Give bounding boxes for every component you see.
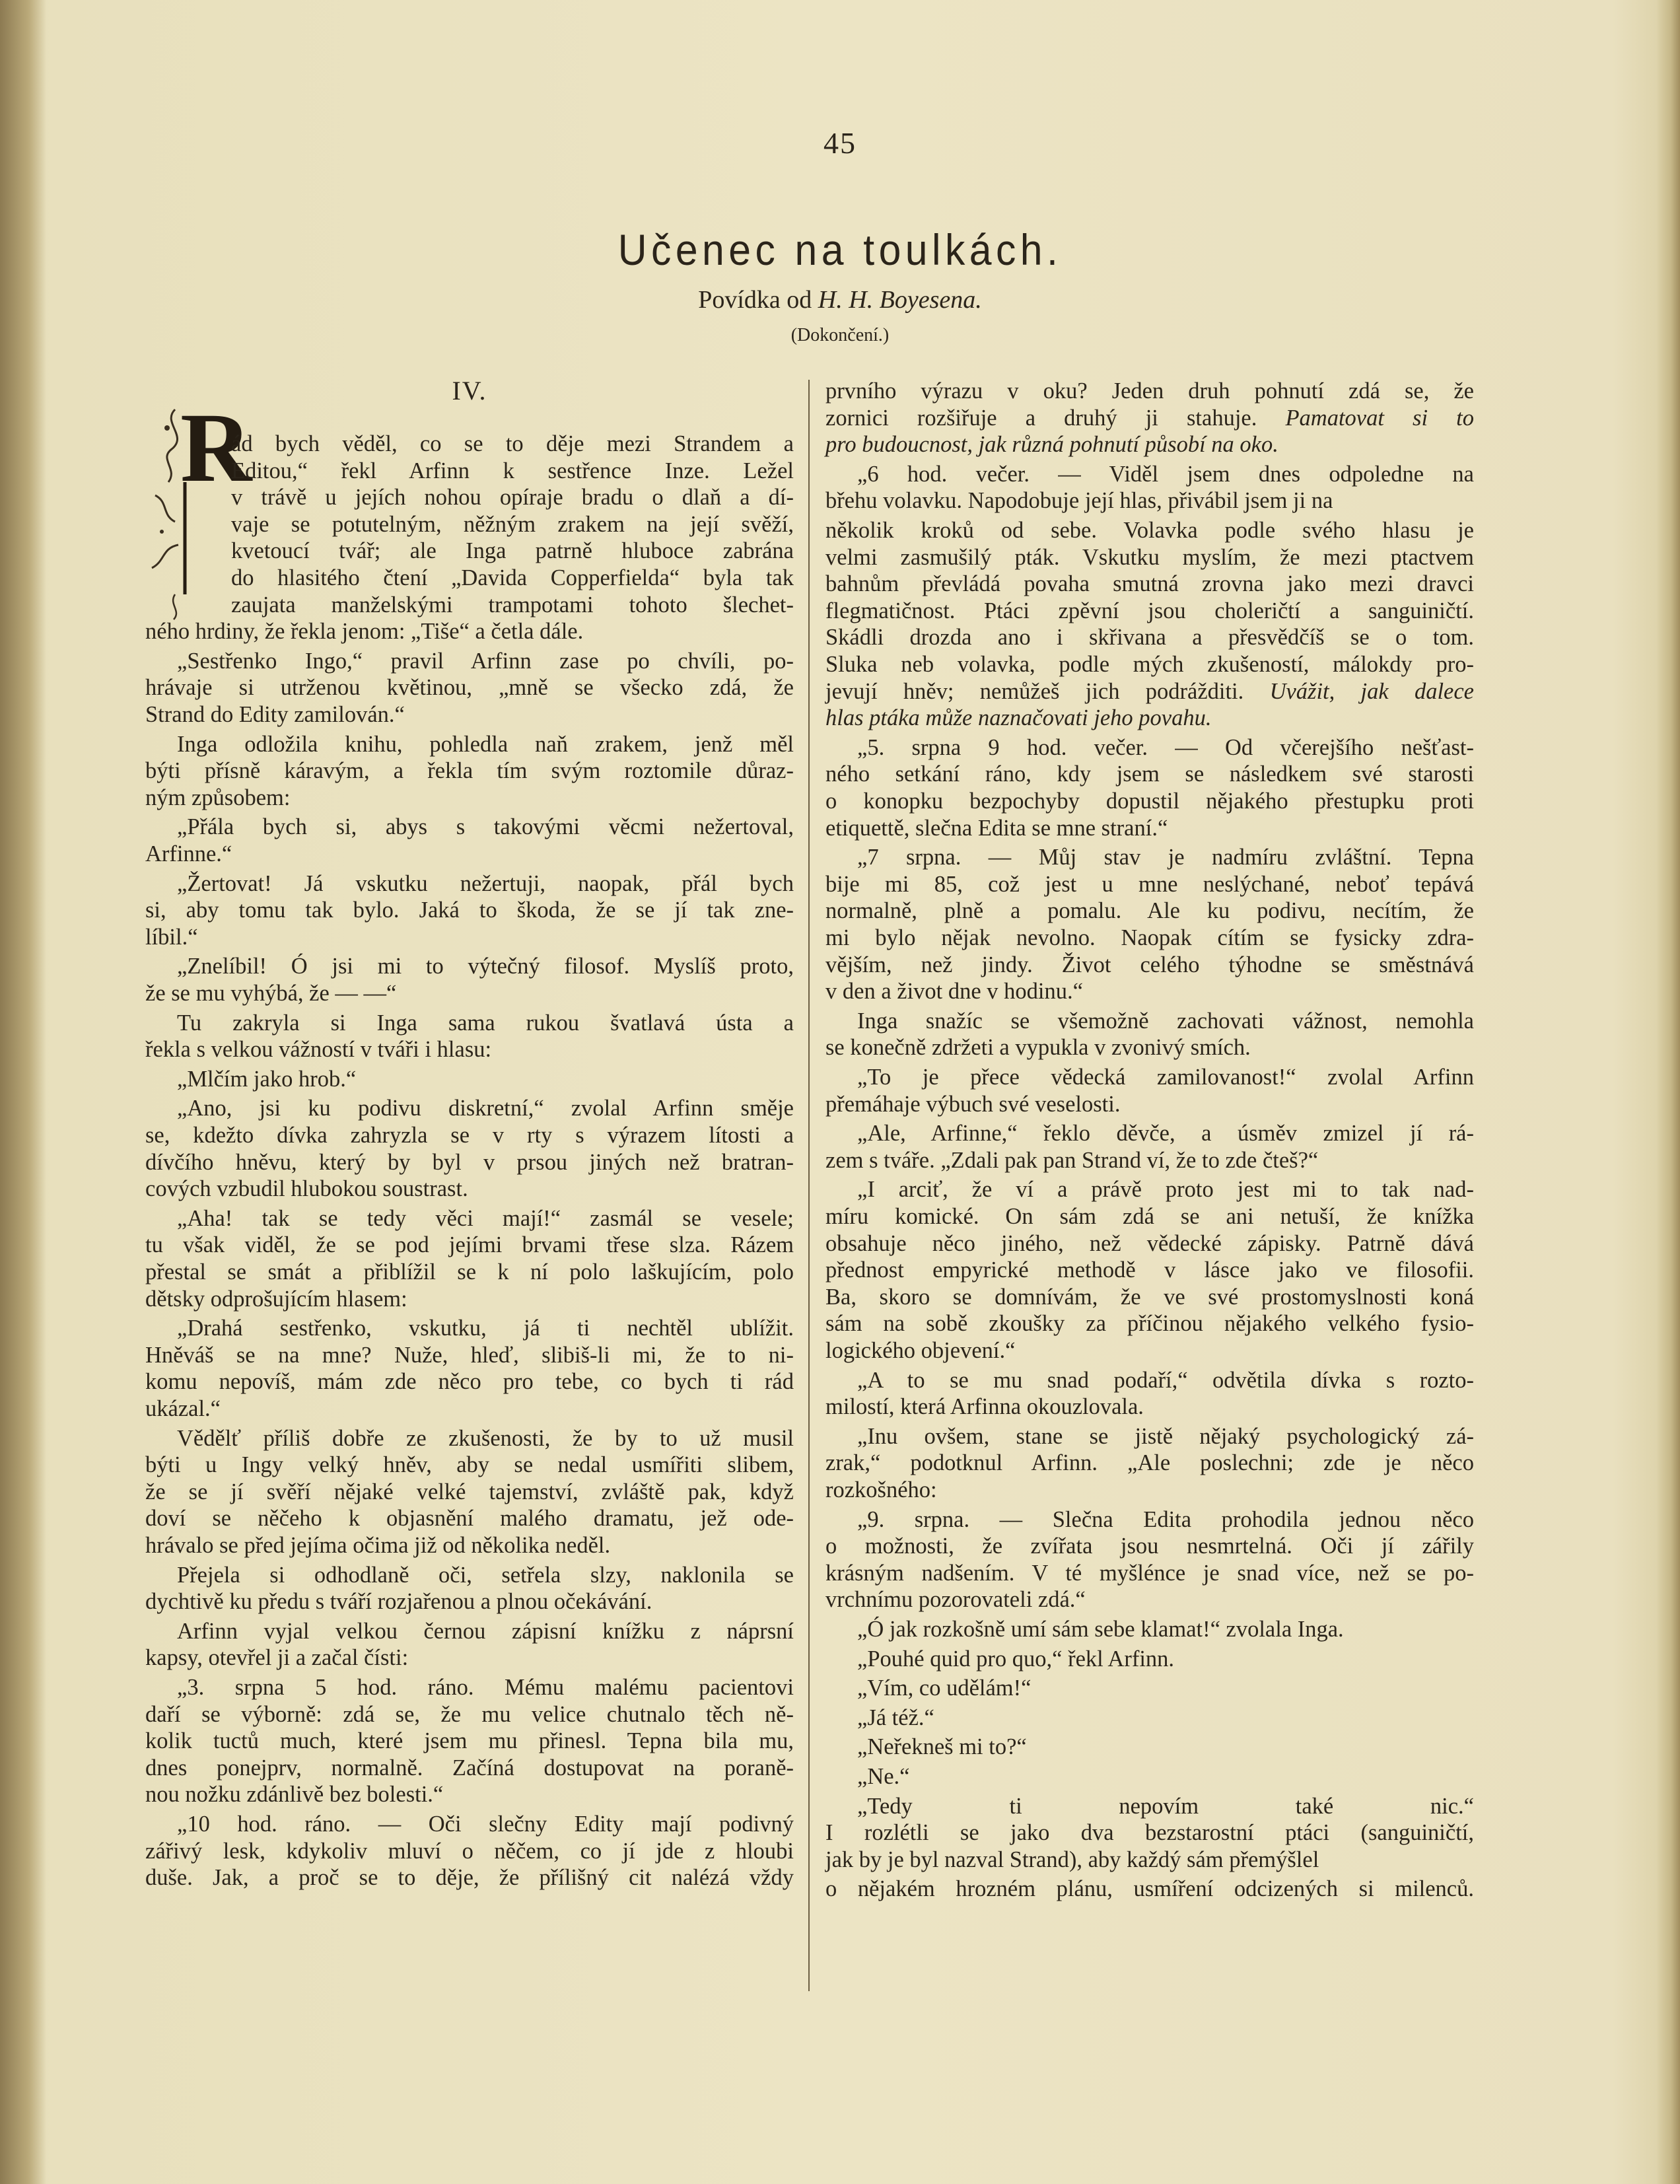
text-line: „10 hod. ráno. — Oči slečny Edity mají podivný (177, 1812, 794, 1837)
text-line: velmi zasmušilý pták. Vskutku myslím, že mezi ptactvem (825, 544, 1474, 570)
text-line: býti u Ingy velký hněv, aby se nedal usmířiti slibem, (145, 1452, 794, 1478)
text-line: jak by je byl nazval Strand), aby každý sám přemýšlel (825, 1847, 1319, 1872)
text-line: „Ale, Arfinne,“ řeklo děvče, a úsměv zmizel jí rá- (857, 1121, 1474, 1146)
text-line: tu však viděl, že se pod jejími brvami třese slza. Rázem (145, 1232, 794, 1258)
text-line: „Znelíbil! Ó jsi mi to výtečný filosof. Myslíš proto, (177, 954, 794, 979)
text-line: že se jí svěří nějaké velké tajemství, zvláště pak, když (145, 1479, 794, 1504)
text-line: Strand do Edity zamilován.“ (145, 702, 405, 727)
text-line: se konečně zdržeti a vypukla v zvonivý smích. (825, 1035, 1251, 1061)
text-line: Ba, skoro se domnívám, že ve své prostomyslnosti koná (825, 1284, 1474, 1310)
author-name: H. H. Boyesena. (818, 286, 982, 314)
italic-text: Uvážit, jak dalece (1269, 678, 1474, 704)
text-line: duše. Jak, a proč se to děje, že přílišný cit nalézá vždy (145, 1865, 794, 1891)
text-line: „Přála bych si, abys s takovými věcmi nežertoval, (177, 814, 794, 840)
text-line: vaje se potutelným, něžným zrakem na její svěží, (231, 511, 794, 537)
text-line: „5. srpna 9 hod. večer. — Od včerejšího nešťast- (857, 734, 1474, 760)
text-line: přestal se smát a přiblížil se k ní polo laškujícím, polo (145, 1259, 794, 1285)
right-column (825, 0, 1474, 2184)
text-line: přemáhaje výbuch své veselosti. (825, 1091, 1121, 1117)
text-line: že se mu vyhýbá, že — —“ (145, 981, 397, 1006)
text-line: Editou,“ řekl Arfinn k sestřence Inze. Ležel (231, 458, 794, 483)
text-line: „Vím, co udělám!“ (857, 1675, 1032, 1701)
text-line: I rozlétli se jako dva bezstarostní ptáci (sanguiničtí, (825, 1820, 1474, 1846)
text-line: v trávě u jejích nohou opíraje bradu o dlaň a dí- (231, 485, 794, 511)
text-line: si, aby tomu tak bylo. Jaká to škoda, že se jí tak zne- (145, 898, 794, 923)
text-line: „I arciť, že ví a právě proto jest mi to tak nad- (857, 1177, 1474, 1203)
text-line: „Žertovat! Já vskutku nežertuji, naopak, přál bych (177, 870, 794, 896)
text-line: „Ó jak rozkošně umí sám sebe klamat!“ zvolala Inga. (857, 1617, 1344, 1642)
text-line: do hlasitého čtení „Davida Copperfielda“ byla tak (231, 565, 794, 590)
text-line (825, 678, 1474, 705)
text-line: „Sestřenko Ingo,“ pravil Arfinn zase po chvíli, po- (177, 648, 794, 674)
text-line: „6 hod. večer. — Viděl jsem dnes odpoledne na (857, 461, 1474, 487)
text-line: „9. srpna. — Slečna Edita prohodila jednou něco (857, 1506, 1474, 1532)
text-line: „A to se mu snad podaří,“ odvětila dívka s rozto- (857, 1367, 1474, 1393)
text-line: ukázal.“ (145, 1396, 221, 1421)
continued-note: (Dokončení.) (790, 325, 890, 345)
text-line: Přejela si odhodlaně oči, setřela slzy, naklonila se (177, 1562, 794, 1588)
text-line: Arfinn vyjal velkou černou zápisní knížku z náprsní (177, 1618, 794, 1644)
italic-text: pro budoucnost, jak různá pohnutí působí na oko. (825, 432, 1278, 458)
text-line: líbil.“ (145, 924, 198, 950)
text-line: „Ano, jsi ku podivu diskretní,“ zvolal Arfinn směje (177, 1096, 794, 1121)
text-line: obsahuje něco jiného, než vědecké zápisky. Patrně dává (825, 1230, 1474, 1256)
text-line: Inga odložila knihu, pohledla naň zrakem, jenž měl (177, 731, 794, 757)
text-line: v den a život dne v hodinu.“ (825, 979, 1083, 1004)
text-line: Inga snažíc se všemožně zachovati vážnost, nemohla (857, 1008, 1474, 1034)
text-line: normalně, plně a pomalu. Ale ku podivu, necítím, že (825, 898, 1474, 924)
text-line: ného setkání ráno, kdy jsem se následkem své starosti (825, 761, 1474, 787)
text-line: býti přísně káravým, a řekla tím svým roztomile důraz- (145, 758, 794, 784)
text-line: „Já též.“ (857, 1705, 934, 1730)
text-line: daří se výborně: zdá se, že mu velice chutnalo těch ně- (145, 1701, 794, 1727)
text-line: Vědělť příliš dobře ze zkušenosti, že by to už musil (177, 1425, 794, 1451)
chapter-heading: IV. (452, 376, 487, 405)
text-line: logického objevení.“ (825, 1338, 1016, 1363)
text-line: „Pouhé quid pro quo,“ řekl Arfinn. (857, 1646, 1175, 1672)
text-line: ného hrdiny, že řekla jenom: „Tiše“ a četla dále. (145, 619, 584, 645)
text-line: kolik tuctů much, které jsem mu přinesl. Tepna bila mu, (145, 1728, 794, 1754)
text-line: Hněváš se na mne? Nuže, hleď, slibiš-li mi, že to ni- (145, 1342, 794, 1368)
text-line: doví se něčeho k objasnění malého dramatu, jež ode- (145, 1506, 794, 1532)
text-line: „Aha! tak se tedy věci mají!“ zasmál se vesele; (177, 1205, 794, 1231)
text-line: „To je přece vědecká zamilovanost!“ zvolal Arfinn (857, 1065, 1474, 1090)
text-line: přednost empyrické methodě v lásce jako ve filosofii. (825, 1257, 1474, 1283)
article-title: Učenec na toulkách. (617, 225, 1063, 274)
text-line: krásným nadšením. V té myšlénce je snad více, než se po- (825, 1560, 1474, 1586)
text-line: „Neřekneš mi to?“ (857, 1734, 1027, 1760)
text-span: jevují hněv; nemůžeš jich podrážditi. (825, 678, 1270, 704)
text-line: se, kdežto dívka zahryzla se v rty s výrazem lítosti a (145, 1123, 794, 1148)
text-line: dívčího hněvu, který by byl v prsou jiných než bratran- (145, 1149, 794, 1175)
text-line: ným způsobem: (145, 785, 291, 810)
text-line: etiquettě, slečna Edita se mne straní.“ (825, 815, 1168, 841)
text-line: hrávaje si utrženou květinou, „mně se všecko zdá, že (145, 675, 794, 701)
text-line: sám na sobě zkoušky za příčinou nějakého velkého fysio- (825, 1311, 1474, 1337)
text-line: o konopku bezpochyby dopustil nějakého přestupku proti (825, 789, 1474, 814)
left-column (145, 0, 794, 2184)
text-line: bahnům převládá povaha smutná zrovna jako mezi dravci (825, 571, 1474, 597)
text-line: o nějakém hrozném plánu, usmíření odcizených si milenců. (825, 1876, 1474, 1902)
text-line: flegmatičnost. Ptáci zpěvní jsou choleričtí a sanguiničtí. (825, 598, 1474, 623)
italic-text: hlas ptáka může naznačovati jeho povahu. (825, 705, 1212, 731)
text-line: míru komické. On sám zdá se ani netuší, že knížka (825, 1204, 1474, 1229)
text-line: bije mi 85, což jest u mne neslýchané, neboť tepává (825, 871, 1474, 897)
subtitle-prefix: Povídka od (698, 286, 818, 314)
text-line: zářivý lesk, kdykoliv mluví o něčem, co jí jde z hloubi (145, 1838, 794, 1864)
text-line: „Mlčím jako hrob.“ (177, 1066, 357, 1092)
text-line: ád bych věděl, co se to děje mezi Strandem a (231, 431, 794, 456)
text-line: dychtivě ku předu s tváří rozjařenou a plnou očekávání. (145, 1589, 652, 1615)
text-line: mi bylo nějak nevolno. Naopak cítím se fysicky zdra- (825, 925, 1474, 950)
text-line: kapsy, otevřel ji a začal čísti: (145, 1645, 409, 1671)
text-line: prvního výrazu v oku? Jeden druh pohnutí zdá se, že (825, 378, 1474, 404)
text-line: Arfinne.“ (145, 841, 232, 866)
text-line: vrchnímu pozorovateli zdá.“ (825, 1587, 1086, 1613)
initial-letter: R (180, 393, 252, 503)
text-line: dnes ponejprv, normalně. Začíná dostupovat na poraně- (145, 1755, 794, 1780)
column-divider (808, 380, 810, 1991)
text-line: nou nožku zdánlivě bez bolesti.“ (145, 1782, 444, 1808)
text-line: Sluka neb volavka, podle mých zkušeností, málokdy pro- (825, 652, 1474, 677)
text-line: komu nepovíš, mám zde něco pro tebe, co bych ti rád (145, 1369, 794, 1395)
text-line: „Inu ovšem, stane se jistě nějaký psychologický zá- (857, 1423, 1474, 1449)
text-line: břehu volavku. Napodobuje její hlas, přivábil jsem ji na (825, 488, 1333, 514)
text-line: „Ne.“ (857, 1764, 910, 1789)
text-line: Tu zakryla si Inga sama rukou švatlavá ústa a (177, 1010, 794, 1036)
text-line: hrávalo se před jejíma očima již od několika neděl. (145, 1533, 611, 1558)
text-line: zaujata manželskými trampotami tohoto šlechet- (231, 592, 794, 617)
text-line: cových vzbudil hlubokou soustrast. (145, 1176, 468, 1202)
page-number: 45 (823, 126, 857, 160)
text-line: dětsky odprošujícím hlasem: (145, 1286, 407, 1312)
text-span: zornici rozšiřuje a druhý ji stahuje. (825, 405, 1286, 431)
text-line: zrak,“ podotknul Arfinn. „Ale poslechni; zde je něco (825, 1450, 1474, 1476)
text-line: milostí, která Arfinna okouzlovala. (825, 1394, 1144, 1420)
text-line: o možnosti, že zvířata jsou nesmrtelná. Oči jí zářily (825, 1533, 1474, 1559)
text-line: „3. srpna 5 hod. ráno. Mému malému pacientovi (177, 1675, 794, 1700)
text-line: kvetoucí tvář; ale Inga patrně hluboce zabrána (231, 538, 794, 564)
text-line: „7 srpna. — Můj stav je nadmíru zvláštní. Tepna (857, 845, 1474, 870)
text-line: zem s tváře. „Zdali pak pan Strand ví, že to zde čteš?“ (825, 1147, 1319, 1173)
text-line: „Drahá sestřenko, vskutku, já ti nechtěl ublížit. (177, 1316, 794, 1341)
text-line (825, 431, 1474, 458)
text-line: vějším, než jindy. Život celého týhodne se směstnává (825, 952, 1474, 977)
text-line: několik kroků od sebe. Volavka podle svého hlasu je (825, 518, 1474, 543)
text-line: Skádli drozda ano i skřivana a přesvědčíš se o tom. (825, 625, 1474, 651)
text-line (825, 705, 1474, 731)
text-line: rozkošného: (825, 1477, 937, 1502)
text-line: řekla s velkou vážností v tváři i hlasu: (145, 1037, 492, 1063)
italic-text: Pamatovat si to (1285, 405, 1474, 431)
text-line: „Tedy ti nepovím také nic.“ (857, 1793, 1474, 1819)
text-line (825, 405, 1474, 431)
